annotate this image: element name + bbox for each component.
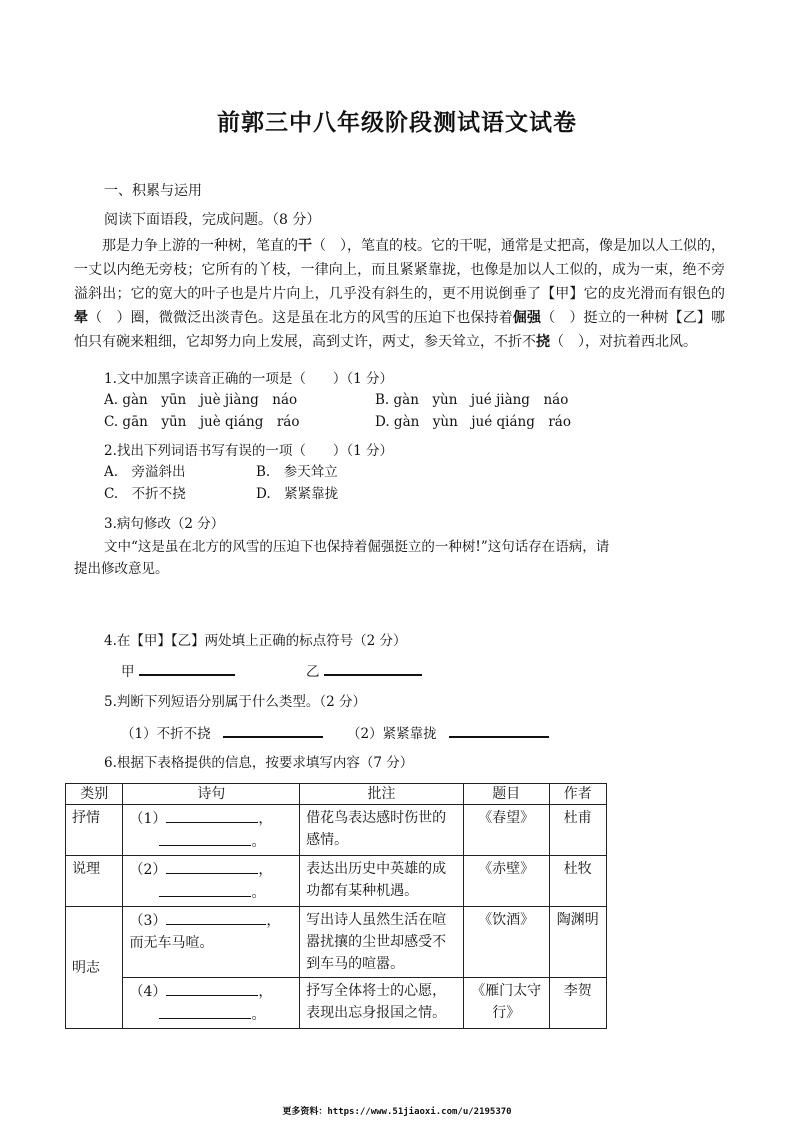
- row-poem-cell: （2） ， 。: [123, 856, 300, 907]
- poem-blank[interactable]: [166, 858, 258, 874]
- row-number: （1）: [129, 811, 167, 827]
- header-category: 类别: [66, 784, 123, 805]
- table-row: [66, 978, 607, 1029]
- q4-jia-label: 甲: [121, 664, 135, 680]
- footer-source: 更多资料：https://www.51jiaoxi.com/u/2195370: [282, 1107, 512, 1117]
- q4-stem: 4.在【甲】【乙】两处填上正确的标点符号（2 分）: [104, 633, 407, 649]
- row-number: （4）: [129, 984, 167, 1000]
- q5-item1-blank[interactable]: [223, 722, 323, 738]
- row-author: 李贺: [549, 978, 606, 1029]
- table-row: [66, 907, 607, 978]
- q5-item1-label: （1）不折不挠: [121, 726, 211, 742]
- q4-yi-blank[interactable]: [324, 660, 422, 676]
- header-title: 题目: [463, 784, 549, 805]
- header-annotation: 批注: [300, 784, 464, 805]
- q2-option-c[interactable]: C. 不折不挠: [104, 486, 186, 502]
- q5-item2-label: （2）紧紧靠拢: [347, 726, 437, 742]
- q4-yi-label: 乙: [306, 664, 320, 680]
- table-row: [66, 856, 607, 907]
- table-row: [66, 805, 607, 856]
- q1-option-c[interactable]: C. gān yūn juè qiáng ráo: [104, 414, 300, 430]
- q2-option-b[interactable]: B. 参天耸立: [256, 464, 338, 480]
- table-header-row: [66, 784, 607, 805]
- q4-jia-row: [121, 660, 235, 683]
- q4-yi-row: [306, 660, 422, 683]
- row-title: 《赤壁》: [463, 856, 549, 907]
- row-number: （2）: [129, 862, 167, 878]
- poem-blank[interactable]: [159, 830, 251, 846]
- row-note: 写出诗人虽然生活在喧嚣扰攘的尘世却感受不到车马的喧嚣。: [300, 907, 464, 978]
- q2-stem: 2.找出下列词语书写有误的一项（ ）（1 分）: [104, 443, 394, 459]
- q5-item1-row: [121, 722, 323, 745]
- header-poem-line: 诗句: [123, 784, 300, 805]
- row-title: 《饮酒》: [463, 907, 549, 978]
- q1-option-d[interactable]: D. gàn yùn jué qiáng ráo: [375, 414, 571, 430]
- q3-stem: 3.病句修改（2 分）: [104, 516, 225, 532]
- q2-option-d[interactable]: D. 紧紧靠拢: [256, 486, 339, 502]
- row-title: 《雁门太守行》: [463, 978, 549, 1029]
- q3-text-line2: 提出修改意见。: [74, 561, 169, 577]
- bold-word-yun: 晕: [74, 310, 89, 326]
- poem-given-line: 而无车马喧。: [129, 935, 214, 951]
- row-author: 杜甫: [549, 805, 606, 856]
- poem-blank[interactable]: [166, 909, 266, 925]
- q5-stem: 5.判断下列短语分别属于什么类型。（2 分）: [104, 694, 367, 710]
- section-heading: 一、积累与运用: [104, 183, 202, 199]
- row-note: 抒写全体将士的心愿，表现出忘身报国之情。: [300, 978, 464, 1029]
- bold-word-gan: 干: [298, 238, 312, 254]
- row-note: 表达出历史中英雄的成功都有某种机遇。: [300, 856, 464, 907]
- q1-option-a[interactable]: A. gàn yūn juè jiàng náo: [104, 392, 298, 408]
- q3-text-line1: 文中“这是虽在北方的风雪的压迫下也保持着倔强挺立的一种树!”这句话存在语病，请: [104, 539, 610, 555]
- bold-word-nao: 挠: [536, 334, 550, 350]
- q6-stem: 6.根据下表格提供的信息，按要求填写内容（7 分）: [104, 755, 414, 771]
- row-category: 说理: [66, 856, 123, 907]
- bold-word-juejiang: 倔强: [512, 310, 542, 326]
- row-number: （3）: [129, 913, 167, 929]
- reading-instruction: 阅读下面语段，完成问题。（8 分）: [104, 212, 321, 228]
- poem-blank[interactable]: [166, 980, 258, 996]
- row-poem-cell: （4） ， 。: [123, 978, 300, 1029]
- q2-option-a[interactable]: A. 旁溢斜出: [104, 464, 186, 480]
- header-author: 作者: [549, 784, 606, 805]
- row-note: 借花鸟表达感时伤世的感情。: [300, 805, 464, 856]
- q4-jia-blank[interactable]: [139, 660, 235, 676]
- row-poem-cell: （3） ， 而无车马喧。: [123, 907, 300, 978]
- reading-passage: 那是力争上游的一种树，笔直的干（ ），笔直的枝。它的干呢，通常是丈把高，像是加以人工似的，一丈以内绝无旁枝；它所有的丫枝，一律向上，而且紧紧靠拢，也像是加以人工似的，成为一束，绝不旁溢斜出；它的宽大的叶子也是片片向上，几乎没有斜生的，更不用说倒垂了【甲】它的皮光滑而有银色的晕（ ）圈，微微泛出淡青色。这是虽在北方的风雪的压迫下也保持着倔强（ ）挺立的一种树【乙】哪怕只有碗来粗细，它却努力向上发展，高到丈许，两丈，参天耸立，不折不挠（ ），对抗着西北风。: [74, 238, 726, 350]
- row-author: 陶渊明: [549, 907, 606, 978]
- page-title: 前郭三中八年级阶段测试语文试卷: [217, 109, 577, 136]
- q1-stem: 1.文中加黑字读音正确的一项是（ ）（1 分）: [104, 371, 394, 387]
- poem-blank[interactable]: [159, 1003, 251, 1019]
- row-poem-cell: （1） ， 。: [123, 805, 300, 856]
- q1-option-b[interactable]: B. gàn yùn jué jiàng náo: [375, 392, 569, 408]
- row-author: 杜牧: [549, 856, 606, 907]
- poem-blank[interactable]: [166, 807, 258, 823]
- poem-table: [65, 783, 607, 1029]
- row-category: 抒情: [66, 805, 123, 856]
- row-title: 《春望》: [463, 805, 549, 856]
- q5-item2-row: [347, 722, 549, 745]
- row-category: 明志: [66, 907, 123, 1029]
- q5-item2-blank[interactable]: [449, 722, 549, 738]
- poem-blank[interactable]: [159, 881, 251, 897]
